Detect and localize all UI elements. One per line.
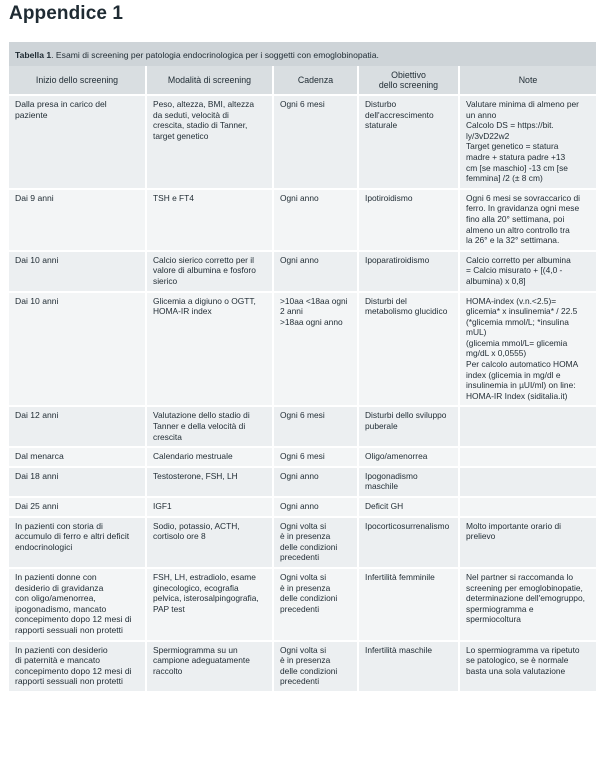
cell-obiettivo: Ipocorticosurrenalismo: [359, 518, 460, 569]
header-cadenza: Cadenza: [274, 66, 359, 96]
cell-inizio: Dai 10 anni: [9, 252, 147, 293]
table-row: [9, 642, 596, 693]
cell-cadenza: Ogni 6 mesi: [274, 96, 359, 190]
cell-obiettivo: Disturbi dello sviluppo puberale: [359, 407, 460, 448]
table-row: [9, 569, 596, 642]
cell-inizio: Dai 25 anni: [9, 498, 147, 518]
cell-modalita: Peso, altezza, BMI, altezza da seduti, velocità di crescita, stadio di Tanner, target genetico: [147, 96, 274, 190]
cell-cadenza: Ogni anno: [274, 252, 359, 293]
table-body: [9, 96, 596, 693]
screening-table-container: [9, 42, 596, 693]
page-title: Appendice 1: [9, 3, 124, 24]
table-row: [9, 518, 596, 569]
cell-note: HOMA-index (v.n.<2.5)= glicemia* x insulinemia* / 22.5 (*glicemia mmol/L; *insulina mUL) (glicemia mmol/L= glicemia mg/dL x 0,0555) Per calcolo automatico HOMA index (glicemia in mg/dl e insulinemia in µUI/ml) on line: HOMA-IR Index (siditalia.it): [460, 293, 596, 408]
table-row: [9, 468, 596, 498]
screening-table: [9, 66, 596, 693]
cell-obiettivo: Ipotiroidismo: [359, 190, 460, 252]
cell-obiettivo: Disturbi del metabolismo glucidico: [359, 293, 460, 408]
cell-cadenza: Ogni anno: [274, 498, 359, 518]
table-header-row: [9, 66, 596, 96]
table-row: [9, 293, 596, 408]
cell-modalita: FSH, LH, estradiolo, esame ginecologico, ecografia pelvica, isterosalpingografia, PAP test: [147, 569, 274, 642]
cell-inizio: In pazienti con storia di accumulo di ferro e altri deficit endocrinologici: [9, 518, 147, 569]
cell-inizio: In pazienti con desiderio di paternità e mancato concepimento dopo 12 mesi di rapporti sessuali non protetti: [9, 642, 147, 693]
table-row: [9, 190, 596, 252]
cell-cadenza: Ogni volta si è in presenza delle condizioni precedenti: [274, 518, 359, 569]
header-obiettivo: Obiettivo dello screening: [359, 66, 460, 96]
cell-inizio: Dai 18 anni: [9, 468, 147, 498]
cell-obiettivo: Infertilità maschile: [359, 642, 460, 693]
cell-obiettivo: Ipoparatiroidismo: [359, 252, 460, 293]
cell-modalita: IGF1: [147, 498, 274, 518]
cell-modalita: Valutazione dello stadio di Tanner e della velocità di crescita: [147, 407, 274, 448]
cell-note: [460, 407, 596, 448]
cell-inizio: In pazienti donne con desiderio di gravidanza con oligo/amenorrea, ipogonadismo, mancato concepimento dopo 12 mesi di rapporti sessuali non protetti: [9, 569, 147, 642]
cell-modalita: Calcio sierico corretto per il valore di albumina e fosforo sierico: [147, 252, 274, 293]
cell-inizio: Dai 9 anni: [9, 190, 147, 252]
cell-note: Nel partner si raccomanda lo screening per emoglobinopatie, determinazione dell'emogruppo, spermiogramma e spermiocoltura: [460, 569, 596, 642]
cell-note: Ogni 6 mesi se sovraccarico di ferro. In gravidanza ogni mese fino alla 20° settimana, poi almeno un altro controllo tra la 26° e la 32° settimana.: [460, 190, 596, 252]
cell-modalita: Glicemia a digiuno o OGTT, HOMA-IR index: [147, 293, 274, 408]
table-row: [9, 498, 596, 518]
cell-cadenza: >10aa <18aa ogni 2 anni >18aa ogni anno: [274, 293, 359, 408]
cell-inizio: Dalla presa in carico del paziente: [9, 96, 147, 190]
cell-note: [460, 498, 596, 518]
cell-modalita: TSH e FT4: [147, 190, 274, 252]
cell-obiettivo: Disturbo dell'accrescimento staturale: [359, 96, 460, 190]
cell-note: Lo spermiogramma va ripetuto se patologico, se è normale basta una sola valutazione: [460, 642, 596, 693]
cell-note: [460, 448, 596, 468]
cell-note: Valutare minima di almeno per un anno Calcolo DS = https://bit. ly/3vD22w2 Target genetico = statura madre + statura padre +13 cm [se maschio] -13 cm [se femmina] /2 (± 8 cm): [460, 96, 596, 190]
table-row: [9, 407, 596, 448]
cell-modalita: Sodio, potassio, ACTH, cortisolo ore 8: [147, 518, 274, 569]
cell-inizio: Dal menarca: [9, 448, 147, 468]
table-caption-text: . Esami di screening per patologia endocrinologica per i soggetti con emoglobinopatia.: [51, 50, 379, 60]
cell-modalita: Calendario mestruale: [147, 448, 274, 468]
cell-modalita: Spermiogramma su un campione adeguatamente raccolto: [147, 642, 274, 693]
cell-cadenza: Ogni 6 mesi: [274, 448, 359, 468]
table-row: [9, 96, 596, 190]
cell-note: Calcio corretto per albumina = Calcio misurato + [(4,0 - albumina) x 0,8]: [460, 252, 596, 293]
table-caption-label: Tabella 1: [15, 50, 52, 60]
table-caption: [9, 42, 596, 66]
cell-cadenza: Ogni volta si è in presenza delle condizioni precedenti: [274, 569, 359, 642]
cell-obiettivo: Infertilità femminile: [359, 569, 460, 642]
cell-obiettivo: Deficit GH: [359, 498, 460, 518]
cell-cadenza: Ogni anno: [274, 468, 359, 498]
cell-modalita: Testosterone, FSH, LH: [147, 468, 274, 498]
cell-note: [460, 468, 596, 498]
cell-note: Molto importante orario di prelievo: [460, 518, 596, 569]
cell-cadenza: Ogni 6 mesi: [274, 407, 359, 448]
header-note: Note: [460, 66, 596, 96]
cell-cadenza: Ogni volta si è in presenza delle condizioni precedenti: [274, 642, 359, 693]
header-modalita: Modalità di screening: [147, 66, 274, 96]
table-row: [9, 252, 596, 293]
table-row: [9, 448, 596, 468]
header-inizio: Inizio dello screening: [9, 66, 147, 96]
cell-obiettivo: Oligo/amenorrea: [359, 448, 460, 468]
cell-inizio: Dai 10 anni: [9, 293, 147, 408]
cell-cadenza: Ogni anno: [274, 190, 359, 252]
cell-obiettivo: Ipogonadismo maschile: [359, 468, 460, 498]
cell-inizio: Dai 12 anni: [9, 407, 147, 448]
